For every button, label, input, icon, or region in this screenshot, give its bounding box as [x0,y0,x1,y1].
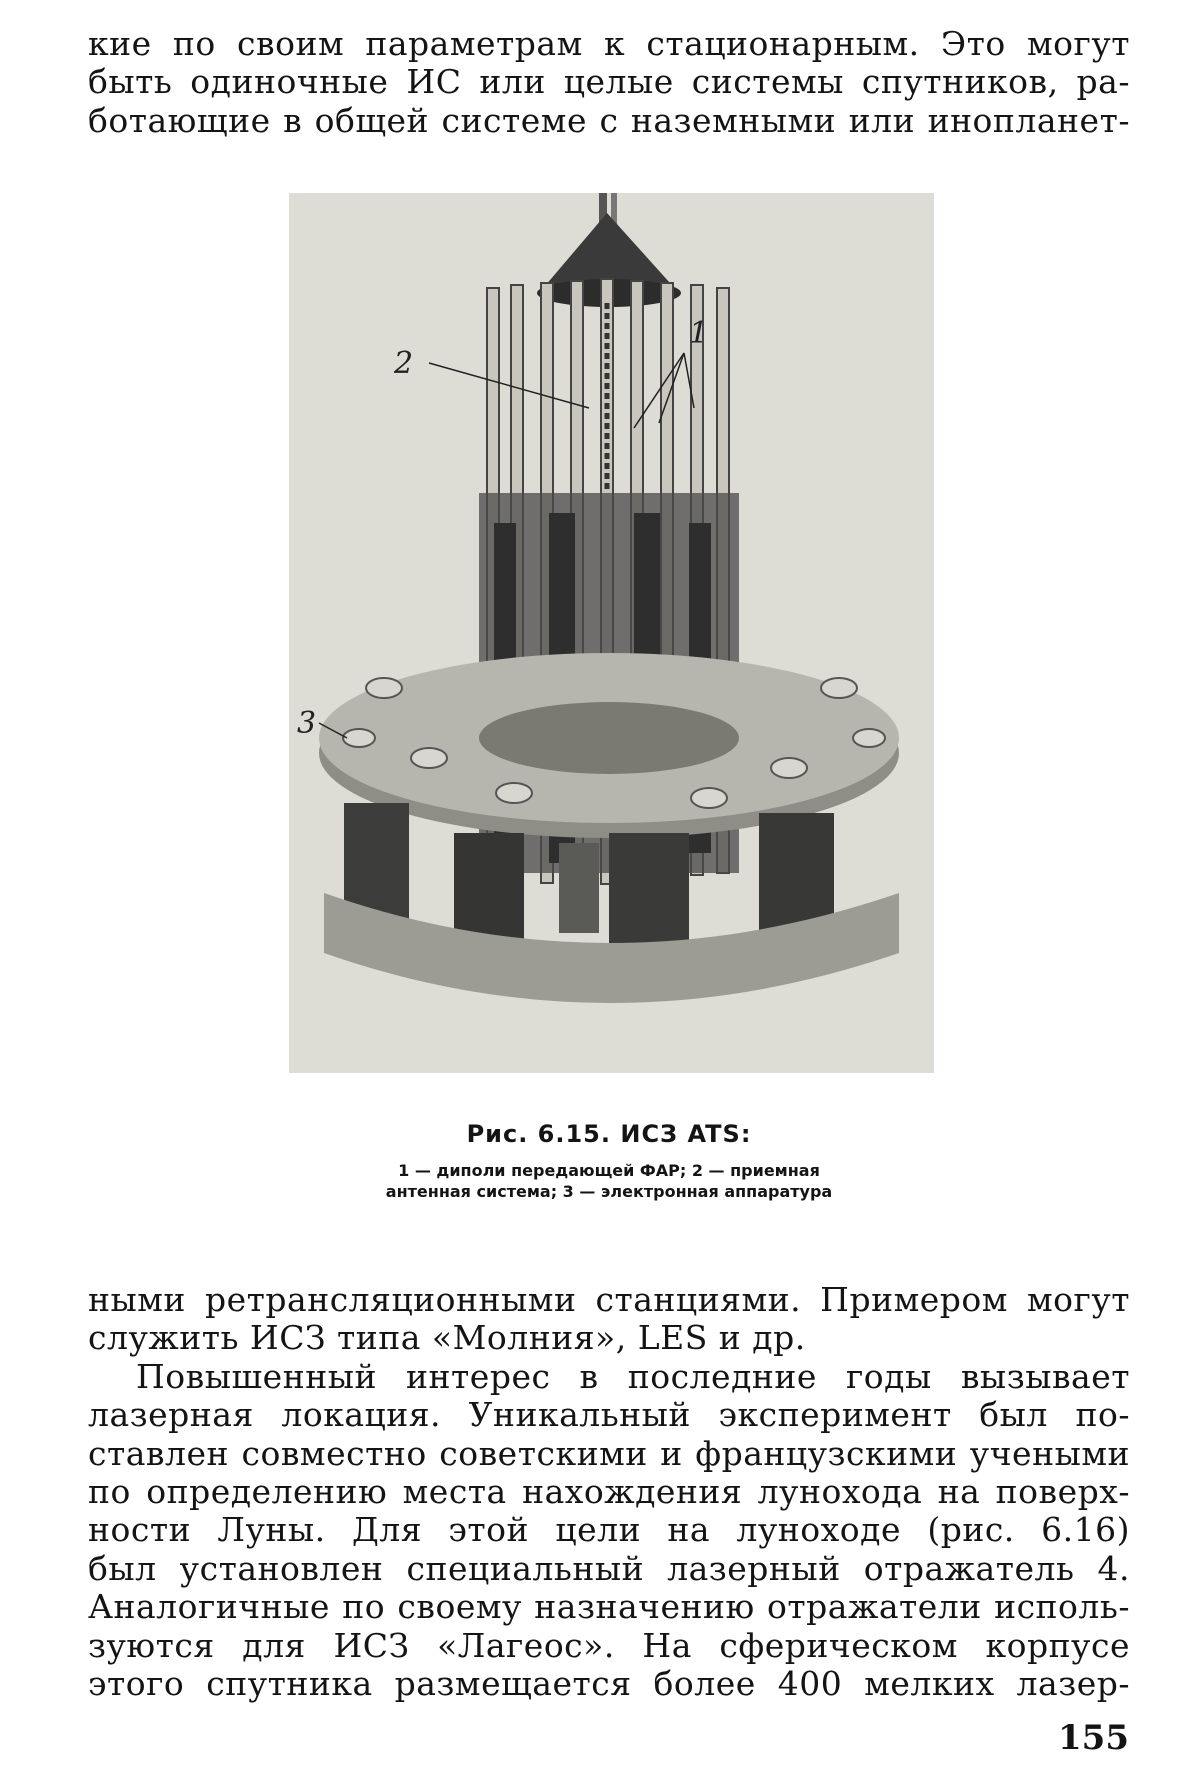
satellite-photo-figure [289,193,934,1073]
figure-caption-legend [270,1160,948,1202]
text-line: служить ИСЗ типа «Молния», LES и др. [88,1319,806,1358]
text-line: этого спутника размещается более 400 мелких лазер- [88,1665,1130,1704]
figure-caption-title: Рис. 6.15. ИСЗ ATS: [466,1120,752,1148]
text-line: ставлен совместно советскими и французскими учеными [88,1434,1130,1473]
satellite-photo [289,193,934,1073]
text-line: ными ретрансляционными станциями. Примером могут [88,1281,1130,1319]
text-line: Аналогичные по своему назначению отражатели исполь- [88,1588,1130,1627]
top-paragraph [88,25,1130,140]
text-line: быть одиночные ИС или целые системы спутников, ра- [88,63,1130,102]
label-3: 3 [297,706,317,741]
label-2: 2 [394,346,414,381]
text-line: Повышенный интерес в последние годы вызывает [136,1357,1130,1396]
caption-line: 1 — диполи передающей ФАР; 2 — приемная [398,1161,820,1180]
text-line: ности Луны. Для этой цели на луноходе (рис. 6.16) [88,1511,1130,1550]
text-line: был установлен специальный лазерный отражатель 4. [88,1549,1130,1588]
text-line: кие по своим параметрам к стационарным. Это могут [88,25,1130,63]
caption-line: антенная система; 3 — электронная аппаратура [385,1182,833,1201]
text-line: зуются для ИСЗ «Лагеос». На сферическом корпусе [88,1626,1130,1665]
page-number: 155 [1058,1718,1129,1758]
text-line: по определению места нахождения лунохода на поверх- [88,1473,1130,1512]
label-1: 1 [689,316,709,351]
text-line: лазерная локация. Уникальный эксперимент был по- [88,1396,1130,1435]
body-paragraphs [88,1281,1130,1703]
text-line: ботающие в общей системе с наземными или инопланет- [88,101,1130,140]
